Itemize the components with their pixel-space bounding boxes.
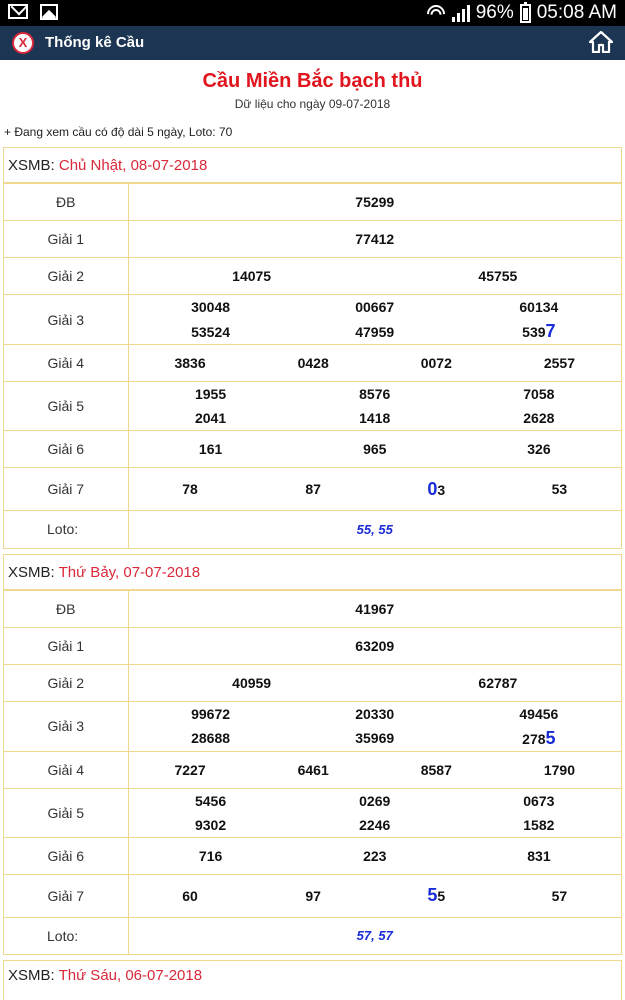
- prize-number: 0072: [420, 355, 452, 371]
- info-line: + Đang xem cầu có độ dài 5 ngày, Loto: 70: [4, 125, 233, 139]
- prize-number: 716: [198, 847, 223, 864]
- prize-number: 14075: [232, 268, 272, 284]
- prize-number-highlight: 5397: [522, 321, 556, 341]
- prize-number: 9302: [194, 816, 227, 833]
- prize-number: 3836: [174, 355, 206, 371]
- prize-number: 53: [551, 481, 568, 497]
- row-g7: [4, 468, 621, 511]
- result-date: Chủ Nhật, 08-07-2018: [58, 157, 208, 174]
- row-db: [4, 590, 621, 627]
- wifi-icon: [426, 3, 446, 23]
- row-label: Giải 7: [4, 874, 128, 917]
- row-g2: [4, 258, 621, 295]
- row-g3: [4, 701, 621, 751]
- app-logo-icon: X: [12, 32, 34, 54]
- result-prefix: XSMB:: [8, 967, 55, 984]
- result-block: [3, 554, 622, 956]
- row-g7: [4, 874, 621, 917]
- row-label: Giải 7: [4, 468, 128, 511]
- row-label: Giải 2: [4, 664, 128, 701]
- battery-icon: [520, 4, 531, 23]
- result-prefix: XSMB:: [8, 157, 55, 174]
- result-header: [4, 555, 621, 590]
- prize-number: 2041: [194, 410, 227, 426]
- prize-number: 0428: [297, 355, 329, 371]
- prize-number: 28688: [191, 730, 231, 746]
- prize-number: 30048: [191, 299, 231, 315]
- row-label: ĐB: [4, 184, 128, 221]
- prize-number: 45755: [478, 268, 518, 284]
- row-label: Giải 3: [4, 701, 128, 751]
- prize-number: 7227: [174, 761, 206, 778]
- prize-number: 0269: [359, 792, 391, 809]
- signal-icon: [452, 4, 470, 22]
- row-label: Giải 4: [4, 751, 128, 788]
- row-g6: [4, 431, 621, 468]
- app-title: Thống kê Cầu: [45, 34, 145, 51]
- image-icon: [40, 4, 58, 20]
- result-header-partial: [3, 960, 622, 1000]
- prize-number: 831: [527, 847, 551, 864]
- prize-number: 2628: [523, 410, 555, 426]
- prize-number-highlight: 55: [427, 885, 446, 905]
- prize-number: 47959: [355, 323, 395, 340]
- row-g1: [4, 221, 621, 258]
- prize-number: 20330: [355, 705, 395, 722]
- row-loto: [4, 917, 621, 954]
- prize-number: 6461: [297, 761, 329, 778]
- row-label: ĐB: [4, 590, 128, 627]
- mail-icon: [8, 4, 28, 19]
- row-g1: [4, 627, 621, 664]
- row-label: Giải 6: [4, 431, 128, 468]
- prize-number: 0673: [523, 792, 555, 809]
- result-table: [4, 590, 621, 955]
- status-bar: [0, 0, 625, 26]
- prize-number: 75299: [355, 194, 395, 210]
- battery-percent: 96%: [475, 2, 514, 23]
- prize-number: 1790: [543, 761, 576, 778]
- row-g4: [4, 345, 621, 382]
- row-g5: [4, 382, 621, 431]
- prize-number: 41967: [355, 600, 395, 617]
- prize-number-highlight: 2785: [522, 727, 556, 748]
- loto-value: 55, 55: [128, 511, 621, 548]
- prize-number: 7058: [523, 386, 555, 402]
- result-block: [3, 147, 622, 549]
- content: [0, 60, 625, 1000]
- prize-number: 53524: [191, 323, 231, 340]
- row-label: Giải 4: [4, 345, 128, 382]
- result-prefix: XSMB:: [8, 563, 55, 581]
- row-label: Giải 3: [4, 295, 128, 345]
- row-g6: [4, 837, 621, 874]
- prize-number: 78: [182, 481, 198, 497]
- prize-number: 62787: [478, 674, 518, 691]
- row-g2: [4, 664, 621, 701]
- prize-number: 97: [305, 887, 321, 904]
- row-db: [4, 184, 621, 221]
- row-label: Giải 5: [4, 382, 128, 431]
- row-label: Giải 1: [4, 627, 128, 664]
- prize-number: 60: [182, 887, 198, 904]
- prize-number: 326: [527, 441, 551, 457]
- prize-number: 2557: [543, 355, 576, 371]
- prize-number: 63209: [355, 637, 395, 654]
- prize-number: 8587: [420, 761, 452, 778]
- row-label: Giải 2: [4, 258, 128, 295]
- page-title: Cầu Miền Bắc bạch thủ: [202, 70, 423, 92]
- result-date: Thứ Bảy, 07-07-2018: [58, 563, 201, 581]
- row-label: Giải 1: [4, 221, 128, 258]
- prize-number: 00667: [355, 299, 395, 315]
- row-label: Loto:: [4, 917, 128, 954]
- prize-number: 161: [198, 441, 223, 457]
- row-g3: [4, 295, 621, 345]
- prize-number: 5456: [194, 792, 227, 809]
- row-label: Loto:: [4, 511, 128, 548]
- prize-number: 99672: [191, 705, 231, 722]
- prize-number: 60134: [519, 299, 559, 315]
- prize-number: 223: [363, 847, 387, 864]
- prize-number: 57: [551, 887, 568, 904]
- prize-number: 1582: [523, 816, 555, 833]
- prize-number: 1955: [194, 386, 227, 402]
- result-header: [4, 148, 621, 183]
- clock: 05:08 AM: [536, 2, 617, 23]
- row-g5: [4, 788, 621, 837]
- app-bar: [0, 26, 625, 60]
- prize-number-highlight: 03: [427, 478, 446, 499]
- page-subtitle: Dữ liệu cho ngày 09-07-2018: [234, 97, 391, 111]
- row-label: Giải 5: [4, 788, 128, 837]
- prize-number: 49456: [519, 705, 559, 722]
- result-date: Thứ Sáu, 06-07-2018: [58, 967, 203, 984]
- prize-number: 965: [363, 441, 387, 457]
- prize-number: 35969: [355, 730, 395, 746]
- result-table: [4, 183, 621, 548]
- prize-number: 87: [305, 481, 321, 497]
- row-label: Giải 6: [4, 837, 128, 874]
- prize-number: 77412: [355, 231, 395, 247]
- loto-value: 57, 57: [128, 917, 621, 954]
- prize-number: 8576: [359, 386, 391, 402]
- row-loto: [4, 511, 621, 548]
- row-g4: [4, 751, 621, 788]
- prize-number: 1418: [359, 410, 391, 426]
- prize-number: 40959: [232, 674, 272, 691]
- prize-number: 2246: [359, 816, 391, 833]
- home-icon[interactable]: [589, 31, 613, 53]
